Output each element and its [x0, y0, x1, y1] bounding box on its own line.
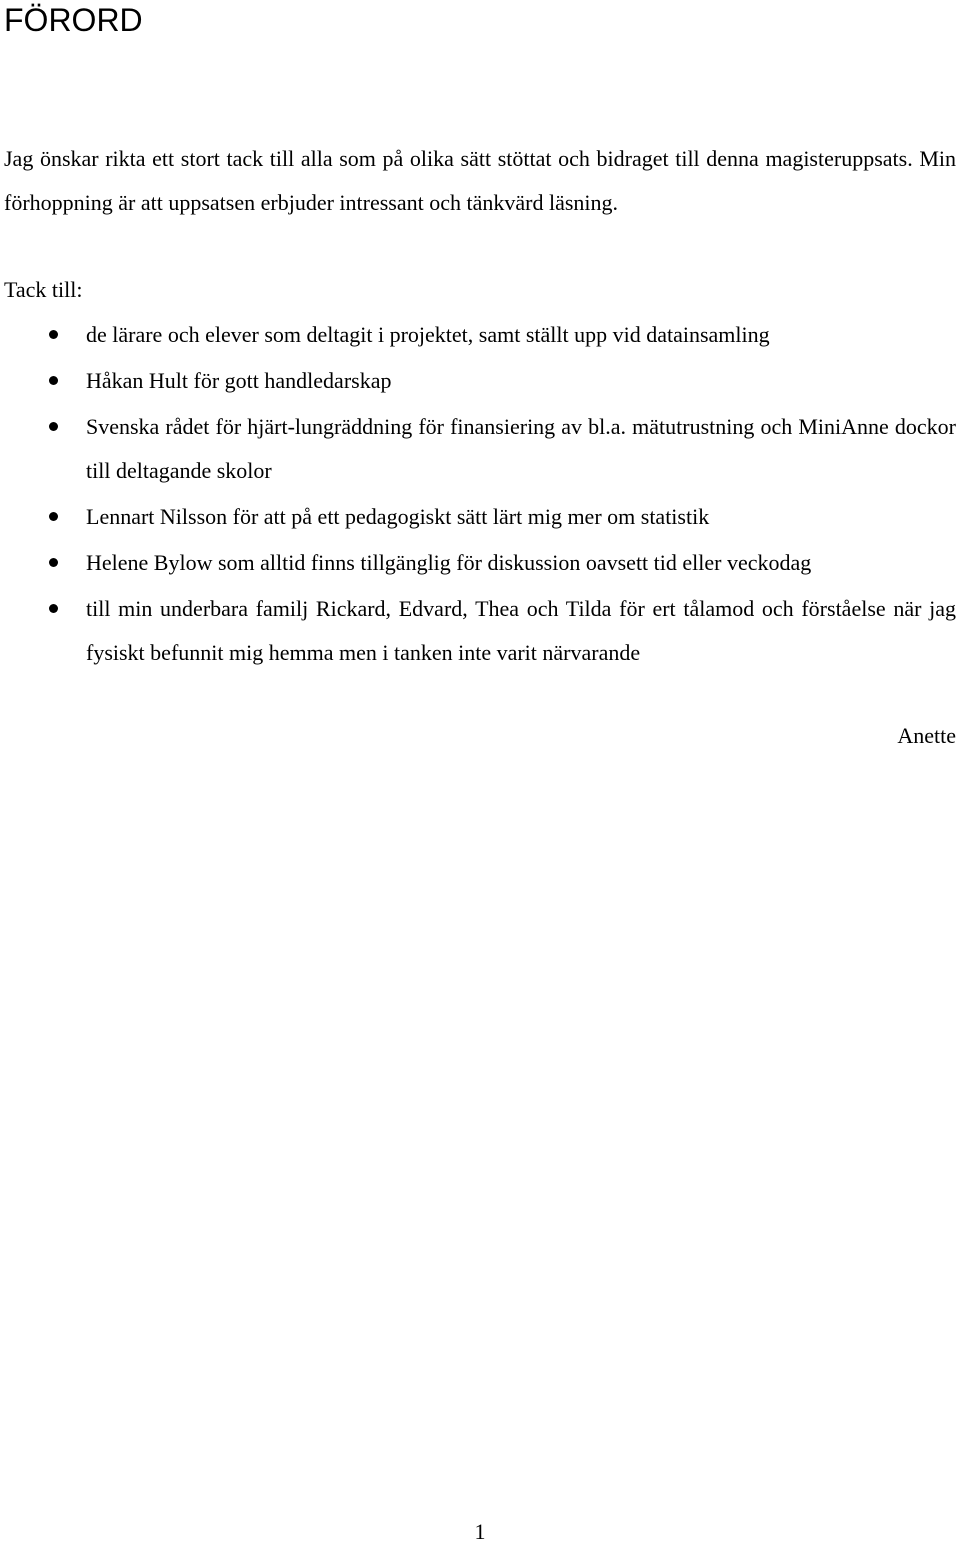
list-item-text: de lärare och elever som deltagit i projektet, samt ställt upp vid datainsamling	[86, 322, 770, 347]
thanks-list	[0, 313, 956, 677]
list-item	[0, 587, 956, 675]
bullet-icon	[49, 422, 58, 431]
page-title: FÖRORD	[4, 2, 143, 38]
list-item-text: Lennart Nilsson för att på ett pedagogiskt sätt lärt mig mer om statistik	[86, 504, 710, 529]
list-item-text: Helene Bylow som alltid finns tillgänglig för diskussion oavsett tid eller veckodag	[86, 550, 812, 575]
list-item	[0, 495, 956, 539]
list-item-text: Håkan Hult för gott handledarskap	[86, 368, 392, 393]
page-number: 1	[474, 1519, 486, 1544]
bullet-icon	[49, 512, 58, 521]
bullet-icon	[49, 604, 58, 613]
list-item	[0, 541, 956, 585]
bullet-icon	[49, 376, 58, 385]
thanks-intro: Tack till:	[4, 277, 83, 302]
intro-paragraph: Jag önskar rikta ett stort tack till alla som på olika sätt stöttat och bidraget till denna magisteruppsats. Min förhoppning är att uppsatsen erbjuder intressant och tänkvärd läsning.	[4, 146, 956, 215]
list-item-text: Svenska rådet för hjärt-lungräddning för finansiering av bl.a. mätutrustning och MiniAnne dockor till deltagande skolor	[86, 414, 956, 483]
list-item	[0, 313, 956, 357]
list-item-text: till min underbara familj Rickard, Edvard, Thea och Tilda för ert tålamod och förståelse när jag fysiskt befunnit mig hemma men i tanken inte varit närvarande	[86, 596, 956, 665]
bullet-icon	[49, 558, 58, 567]
list-item	[0, 405, 956, 493]
signature: Anette	[897, 723, 956, 748]
bullet-icon	[49, 330, 58, 339]
list-item	[0, 359, 956, 403]
